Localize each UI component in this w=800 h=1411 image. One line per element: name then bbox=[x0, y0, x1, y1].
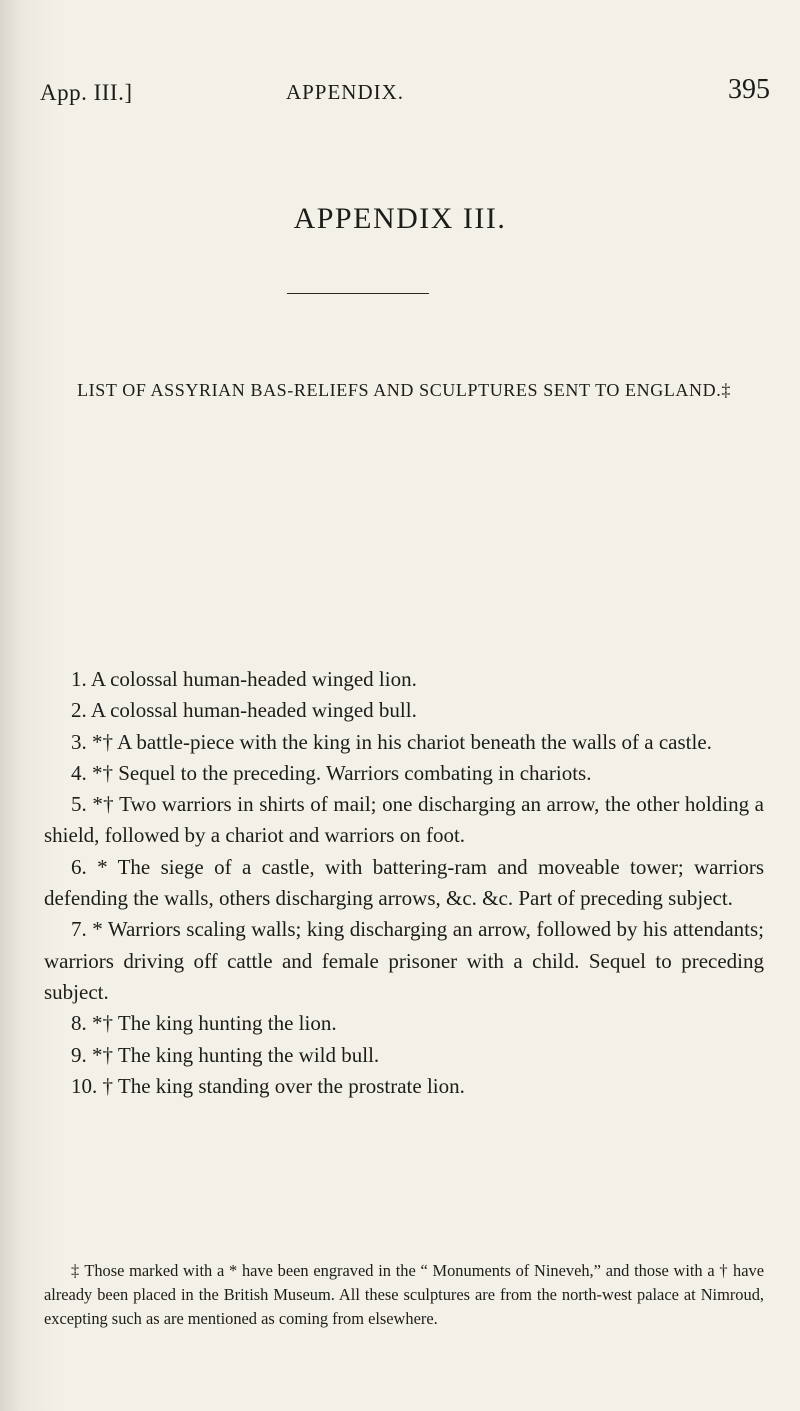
running-head bbox=[40, 74, 770, 114]
list-item: 9. *† The king hunting the wild bull. bbox=[71, 1042, 380, 1067]
list-item: 8. *† The king hunting the lion. bbox=[71, 1011, 337, 1036]
list-item: 3. *† A battle-piece with the king in his chariot beneath the walls of a castle. bbox=[71, 729, 712, 754]
running-head-title: APPENDIX. bbox=[285, 80, 405, 104]
page-number: 395 bbox=[728, 74, 770, 105]
list-item: 1. A colossal human-headed winged lion. bbox=[71, 667, 417, 691]
list-item: 7. * Warriors scaling walls; king discharging an arrow, followed by his attendants; warriors driving off cattle and female prisoner with a child. Sequel to preceding subject. bbox=[44, 917, 764, 1004]
list-item: 10. † The king standing over the prostrate lion. bbox=[71, 1073, 465, 1098]
appendix-title: APPENDIX III. bbox=[293, 202, 507, 235]
list-item: 6. * The siege of a castle, with battering-ram and moveable tower; warriors defending the walls, others discharging arrows, &c. &c. Part of preceding subject. bbox=[44, 854, 764, 911]
footnote: ‡ Those marked with a * have been engraved in the “ Monuments of Nineveh,” and those with a † have already been placed in the British Museum. All these sculptures are from the north-west palace at Nimroud, excepting such as are mentioned as coming from elsewhere. bbox=[44, 1261, 764, 1328]
list-item: 2. A colossal human-headed winged bull. bbox=[71, 698, 417, 723]
sculpture-list bbox=[44, 664, 764, 1102]
list-item: 4. *† Sequel to the preceding. Warriors combating in chariots. bbox=[71, 760, 592, 785]
running-head-section: App. III.] bbox=[40, 80, 133, 105]
list-heading: LIST OF ASSYRIAN BAS-RELIEFS AND SCULPTURES SENT TO ENGLAND.‡ bbox=[77, 380, 731, 400]
list-item: 5. *† Two warriors in shirts of mail; one discharging an arrow, the other holding a shield, followed by a chariot and warriors on foot. bbox=[44, 792, 764, 848]
title-rule bbox=[287, 293, 429, 294]
